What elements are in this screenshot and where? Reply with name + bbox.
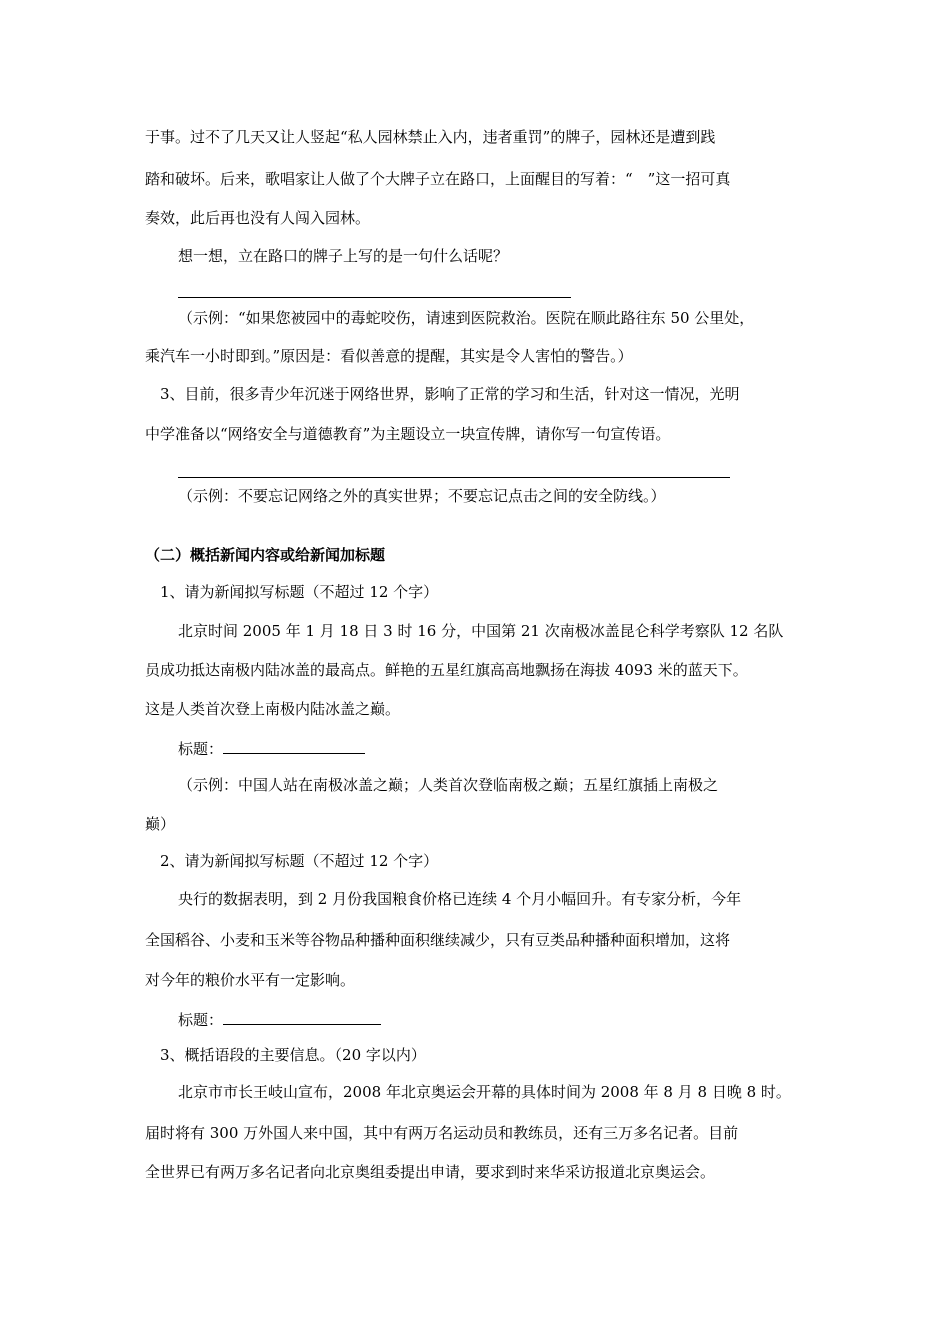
news-paragraph-line: 这是人类首次登上南极内陆冰盖之巅。 [145,700,401,718]
example-text: 乘汽车一小时即到。”原因是：看似善意的提醒，其实是令人害怕的警告。） [145,347,633,365]
answer-blank-line[interactable] [178,297,571,298]
news-paragraph-line: 对今年的粮价水平有一定影响。 [145,971,356,989]
title-field [178,1008,381,1030]
title-field [178,737,365,759]
question-text: 想一想，立在路口的牌子上写的是一句什么话呢？ [178,247,509,265]
section-heading: （二）概括新闻内容或给新闻加标题 [145,546,386,564]
item-3-text: 3、目前，很多青少年沉迷于网络世界，影响了正常的学习和生活，针对这一情况，光明 [160,385,740,403]
question-prompt: 1、请为新闻拟写标题（不超过 12 个字） [160,583,439,601]
news-paragraph-line: 员成功抵达南极内陆冰盖的最高点。鲜艳的五星红旗高高地飘扬在海拔 4093 米的蓝天下。 [145,661,748,679]
item-3-text: 中学准备以“网络安全与道德教育”为主题设立一块宣传牌，请你写一句宣传语。 [145,425,671,443]
title-input-line[interactable] [223,1008,381,1025]
news-paragraph-line: 北京市市长王岐山宣布，2008 年北京奥运会开幕的具体时间为 2008 年 8 月 8 日晚 8 时。 [178,1083,791,1101]
example-text: （示例：不要忘记网络之外的真实世界；不要忘记点击之间的安全防线。） [178,487,666,505]
paragraph-line: 踏和破坏。后来，歌唱家让人做了个大牌子立在路口，上面醒目的写着：“ ”这一招可真 [145,170,731,188]
title-label: 标题： [178,1011,224,1029]
title-input-line[interactable] [223,737,365,754]
example-text: 巅） [145,815,176,833]
news-paragraph-line: 央行的数据表明，到 2 月份我国粮食价格已连续 4 个月小幅回升。有专家分析，今年 [178,890,742,908]
question-prompt: 3、概括语段的主要信息。（20 字以内） [160,1046,426,1064]
paragraph-line: 奏效，此后再也没有人闯入园林。 [145,209,371,227]
title-label: 标题： [178,740,224,758]
news-paragraph-line: 全国稻谷、小麦和玉米等谷物品种播种面积继续减少，只有豆类品种播种面积增加，这将 [145,931,731,949]
news-paragraph-line: 全世界已有两万多名记者向北京奥组委提出申请，要求到时来华采访报道北京奥运会。 [145,1163,716,1181]
example-text: （示例：中国人站在南极冰盖之巅；人类首次登临南极之巅；五星红旗插上南极之 [178,776,719,794]
example-text: （示例：“如果您被园中的毒蛇咬伤，请速到医院救治。医院在顺此路往东 50 公里处， [178,309,755,327]
question-prompt: 2、请为新闻拟写标题（不超过 12 个字） [160,852,439,870]
news-paragraph-line: 届时将有 300 万外国人来中国，其中有两万名运动员和教练员，还有三万多名记者。目前 [145,1124,739,1142]
answer-blank-line[interactable] [178,477,730,478]
news-paragraph-line: 北京时间 2005 年 1 月 18 日 3 时 16 分，中国第 21 次南极冰盖昆仑科学考察队 12 名队 [178,622,784,640]
paragraph-line: 于事。过不了几天又让人竖起“私人园林禁止入内，违者重罚”的牌子，园林还是遭到践 [145,128,716,146]
